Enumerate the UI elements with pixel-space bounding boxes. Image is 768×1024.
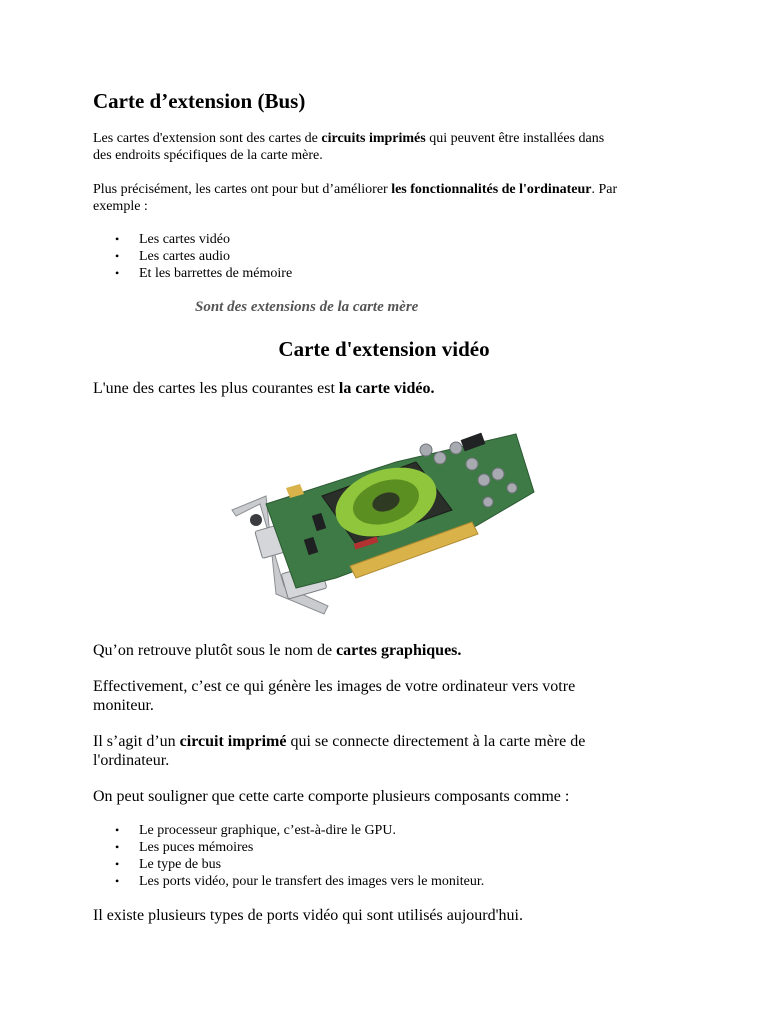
- components-list: [93, 822, 484, 890]
- capacitor: [466, 458, 478, 470]
- effect-paragraph: [93, 677, 683, 715]
- bullet: •: [115, 266, 120, 280]
- circuit-paragraph: [93, 732, 683, 770]
- section-title: Carte d'extension vidéo: [278, 337, 490, 361]
- list-item-text: Le type de bus: [139, 857, 222, 872]
- capacitor: [478, 474, 490, 486]
- bold-text: circuit imprimé: [179, 733, 287, 750]
- bold-text: cartes graphiques.: [336, 642, 462, 659]
- bullet: •: [115, 857, 120, 871]
- bullet: •: [115, 249, 120, 263]
- text-run: Plus précisément, les cartes ont pour but d’améliorer: [93, 182, 392, 197]
- intro-paragraph-2: [93, 181, 673, 215]
- page-title: Carte d’extension (Bus): [93, 89, 306, 113]
- bold-text: circuits imprimés: [321, 131, 426, 146]
- text-run: exemple :: [93, 199, 148, 214]
- text-run: . Par: [591, 182, 618, 197]
- bold-text: la carte vidéo.: [338, 380, 435, 397]
- capacitor: [492, 468, 504, 480]
- graphics-card-image: [226, 418, 541, 616]
- text-run: L'une des cartes les plus courantes est: [93, 380, 339, 397]
- bullet: •: [115, 823, 120, 837]
- components-intro: On peut souligner que cette carte comporte plusieurs composants comme :: [93, 788, 570, 805]
- list-item: [93, 856, 484, 873]
- extensions-list: [93, 231, 292, 282]
- list-item: [93, 873, 484, 890]
- list-item: [93, 822, 484, 839]
- list-item: [93, 248, 292, 265]
- list-item-text: Les cartes audio: [139, 249, 230, 264]
- bullet: •: [115, 874, 120, 888]
- text-run: Les cartes d'extension sont des cartes de: [93, 131, 322, 146]
- text-run: qui se connecte directement à la carte mère de: [286, 733, 586, 750]
- ports-paragraph: Il existe plusieurs types de ports vidéo qui sont utilisés aujourd'hui.: [93, 907, 523, 924]
- lead-paragraph: [93, 379, 683, 398]
- list-item: [93, 839, 484, 856]
- bullet: •: [115, 232, 120, 246]
- subtitle: Sont des extensions de la carte mère: [195, 299, 419, 315]
- intro-paragraph-1: [93, 130, 673, 164]
- capacitor: [450, 442, 462, 454]
- text-run: Effectivement, c’est ce qui génère les images de votre ordinateur vers votre: [93, 678, 576, 695]
- list-item-text: Le processeur graphique, c’est-à-dire le GPU.: [139, 823, 396, 838]
- bold-text: les fonctionnalités de l'ordinateur: [391, 182, 592, 197]
- text-run: l'ordinateur.: [93, 752, 170, 769]
- list-item: [93, 265, 292, 282]
- capacitor: [483, 497, 493, 507]
- capacitor: [420, 444, 432, 456]
- list-item-text: Les cartes vidéo: [139, 232, 230, 247]
- list-item-text: Les ports vidéo, pour le transfert des images vers le moniteur.: [139, 874, 485, 889]
- list-item-text: Et les barrettes de mémoire: [139, 266, 293, 281]
- bullet: •: [115, 840, 120, 854]
- list-item-text: Les puces mémoires: [139, 840, 254, 855]
- text-run: qui peuvent être installées dans: [425, 131, 605, 146]
- text-run: moniteur.: [93, 697, 154, 714]
- capacitor: [507, 483, 517, 493]
- graphics-card-paragraph: [93, 641, 683, 660]
- text-run: des endroits spécifiques de la carte mère.: [93, 148, 323, 163]
- text-run: Qu’on retrouve plutôt sous le nom de: [93, 642, 337, 659]
- s-video-port: [250, 514, 262, 526]
- capacitor: [434, 452, 446, 464]
- text-run: Il s’agit d’un: [93, 733, 180, 750]
- list-item: [93, 231, 292, 248]
